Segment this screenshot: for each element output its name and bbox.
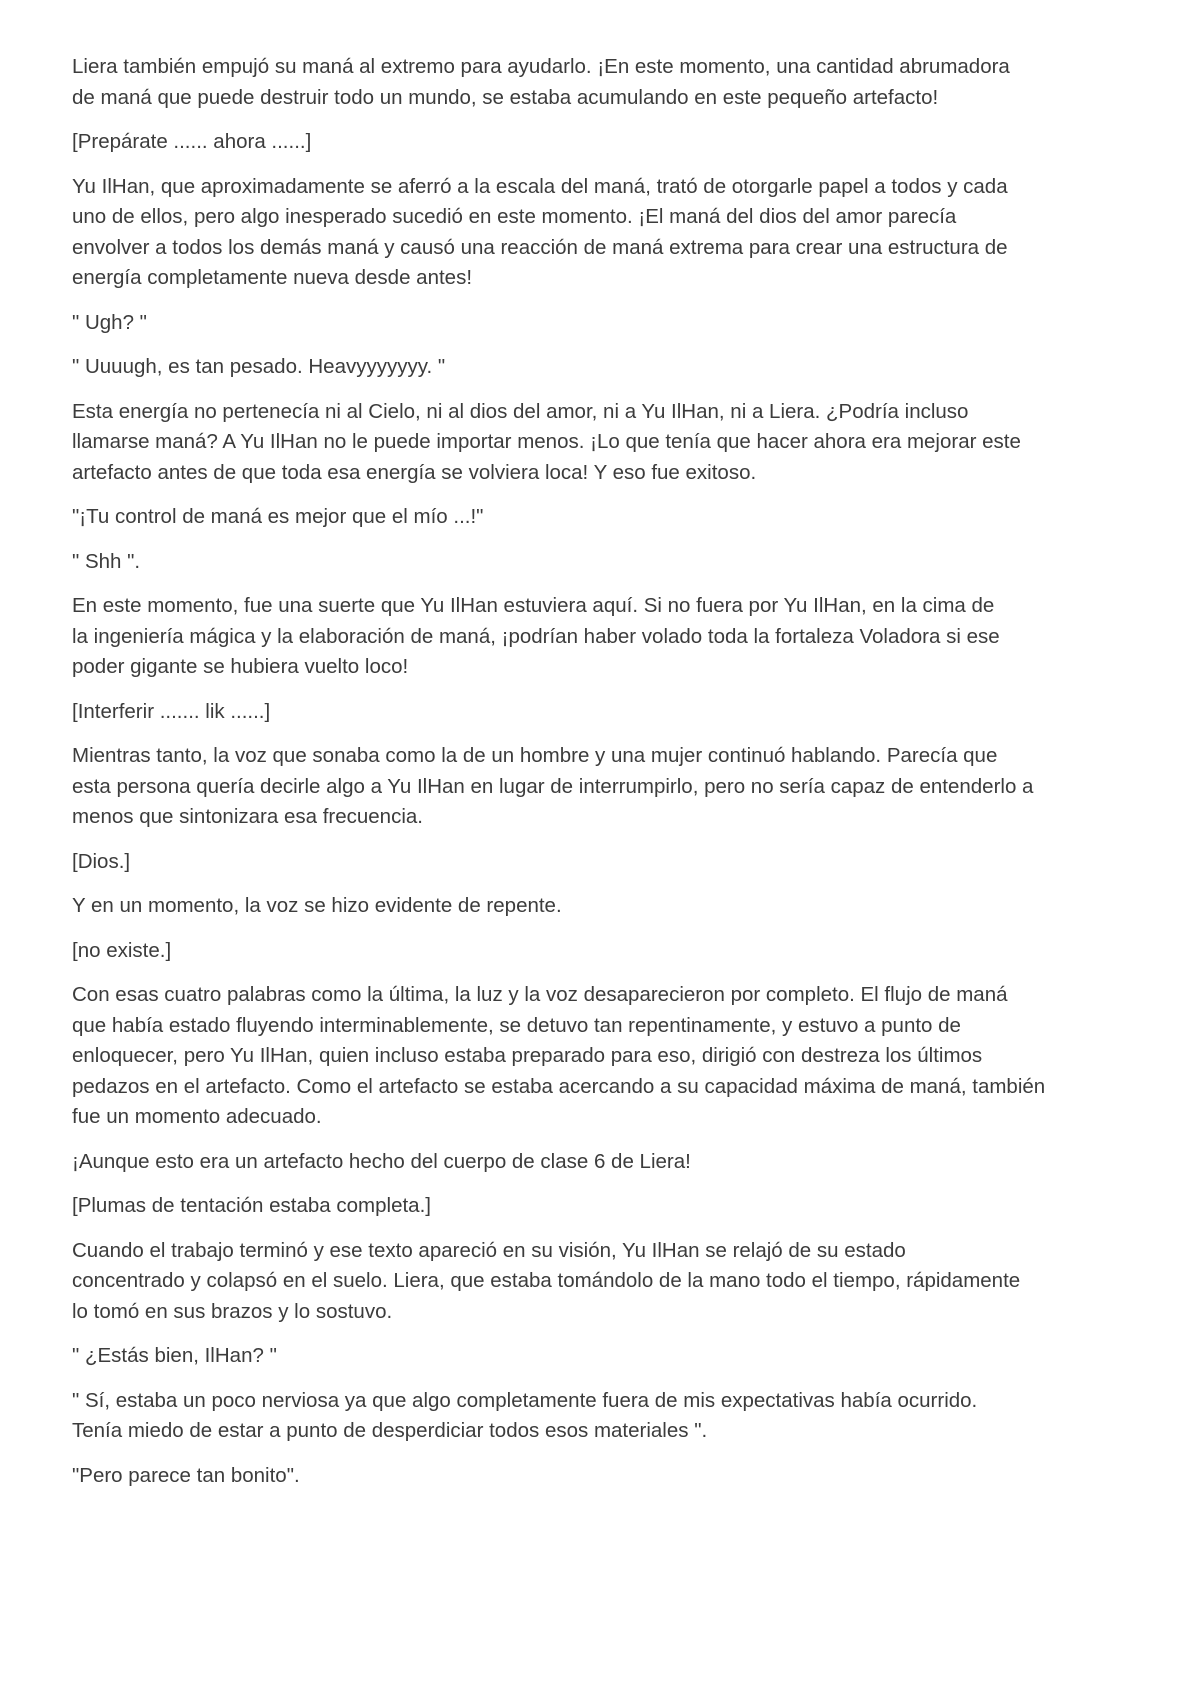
text-line: poder gigante se hubiera vuelto loco! (72, 655, 409, 678)
text-line: fue un momento adecuado. (72, 1105, 322, 1128)
text-line: Y en un momento, la voz se hizo evidente de repente. (72, 894, 562, 917)
text-line: envolver a todos los demás maná y causó una reacción de maná extrema para crear una estructura de (72, 235, 1008, 259)
paragraph (72, 1236, 1132, 1328)
paragraph (72, 1386, 1132, 1447)
paragraph (72, 172, 1132, 294)
paragraph (72, 352, 1132, 383)
text-line: ¡Aunque esto era un artefacto hecho del cuerpo de clase 6 de Liera! (72, 1149, 691, 1173)
text-line: " Uuuugh, es tan pesado. Heavyyyyyyy. " (72, 355, 446, 378)
text-line: menos que sintonizara esa frecuencia. (72, 805, 423, 828)
paragraph (72, 1461, 1132, 1492)
paragraph (72, 936, 1132, 967)
text-line: " ¿Estás bien, IlHan? " (72, 1344, 277, 1367)
text-line: [Dios.] (72, 849, 131, 873)
paragraph (72, 591, 1132, 683)
paragraph (72, 847, 1132, 878)
text-line: uno de ellos, pero algo inesperado sucedió en este momento. ¡El maná del dios del amor parecía (72, 205, 957, 228)
paragraph (72, 127, 1132, 158)
paragraph (72, 397, 1132, 489)
text-line: Liera también empujó su maná al extremo para ayudarlo. ¡En este momento, una cantidad abrumadora (72, 55, 1010, 78)
text-line: que había estado fluyendo interminablemente, se detuvo tan repentinamente, y estuvo a punto de (72, 1013, 961, 1037)
text-line: enloquecer, pero Yu IlHan, quien incluso estaba preparado para eso, dirigió con destreza los últimos (72, 1044, 983, 1067)
paragraph (72, 502, 1132, 533)
text-line: [Prepárate ...... ahora ......] (72, 130, 312, 153)
text-line: Cuando el trabajo terminó y ese texto apareció en su visión, Yu IlHan se relajó de su estado (72, 1238, 906, 1262)
text-line: En este momento, fue una suerte que Yu IlHan estuviera aquí. Si no fuera por Yu IlHan, en la cima de (72, 594, 995, 617)
text-line: " Sí, estaba un poco nerviosa ya que algo completamente fuera de mis expectativas había ocurrido. (72, 1388, 978, 1412)
paragraph (72, 308, 1132, 339)
paragraph (72, 547, 1132, 578)
paragraph (72, 891, 1132, 922)
text-line: la ingeniería mágica y la elaboración de maná, ¡podrían haber volado toda la fortaleza Voladora si ese (72, 624, 1000, 648)
text-line: Con esas cuatro palabras como la última, la luz y la voz desaparecieron por completo. El flujo de maná (72, 983, 1008, 1006)
text-line: " Shh ". (72, 549, 141, 573)
text-line: concentrado y colapsó en el suelo. Liera, que estaba tomándolo de la mano todo el tiempo, rápidamente (72, 1269, 1021, 1292)
text-line: Mientras tanto, la voz que sonaba como la de un hombre y una mujer continuó hablando. Parecía que (72, 744, 998, 767)
text-line: Tenía miedo de estar a punto de desperdiciar todos esos materiales ". (72, 1419, 708, 1442)
text-line: artefacto antes de que toda esa energía se volviera loca! Y eso fue exitoso. (72, 460, 757, 484)
text-line: " Ugh? " (72, 310, 147, 334)
text-line: "¡Tu control de maná es mejor que el mío ...!" (72, 505, 484, 528)
paragraph (72, 1341, 1132, 1372)
text-line: lo tomó en sus brazos y lo sostuvo. (72, 1299, 393, 1323)
text-line: de maná que puede destruir todo un mundo, se estaba acumulando en este pequeño artefacto! (72, 85, 939, 109)
paragraph (72, 1147, 1132, 1178)
document-page (72, 52, 1132, 1505)
paragraph (72, 1191, 1132, 1222)
text-line: [no existe.] (72, 938, 172, 962)
paragraph (72, 741, 1132, 833)
text-line: llamarse maná? A Yu IlHan no le puede importar menos. ¡Lo que tenía que hacer ahora era mejorar este (72, 430, 1021, 453)
text-line: esta persona quería decirle algo a Yu IlHan en lugar de interrumpirlo, pero no sería capaz de entenderlo a (72, 774, 1034, 798)
paragraph (72, 980, 1132, 1133)
text-line: Yu IlHan, que aproximadamente se aferró a la escala del maná, trató de otorgarle papel a todos y cada (72, 174, 1008, 198)
paragraph (72, 52, 1132, 113)
text-line: pedazos en el artefacto. Como el artefacto se estaba acercando a su capacidad máxima de maná, también (72, 1074, 1046, 1098)
text-line: [Plumas de tentación estaba completa.] (72, 1194, 431, 1217)
text-line: "Pero parece tan bonito". (72, 1463, 300, 1487)
text-line: Esta energía no pertenecía ni al Cielo, ni al dios del amor, ni a Yu IlHan, ni a Liera. ¿Podría incluso (72, 399, 969, 423)
text-line: [Interferir ....... lik ......] (72, 699, 271, 723)
paragraph (72, 697, 1132, 728)
text-line: energía completamente nueva desde antes! (72, 266, 473, 289)
